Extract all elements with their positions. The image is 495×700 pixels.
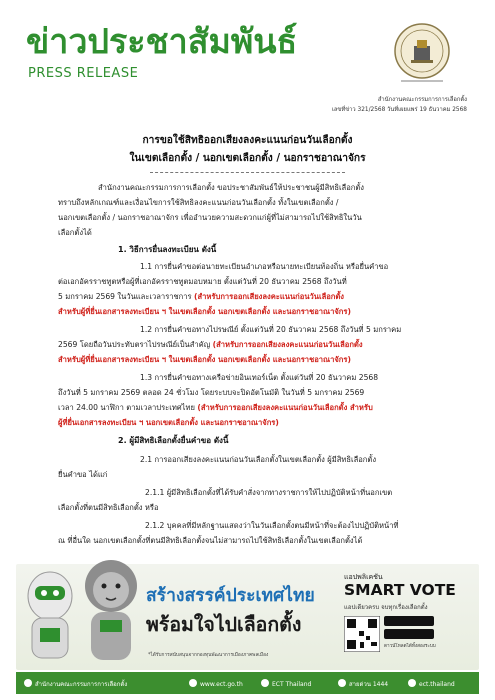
press-release-title-thai: ข่าวประชาสัมพันธ์: [26, 22, 298, 62]
app-tagline: แอปเดียวครบ จบทุกเรื่องเลือกตั้ง: [344, 604, 428, 611]
app-download-note: ดาวน์โหลดได้ทั้งสองระบบ: [384, 644, 436, 649]
agency-name: สำนักงานคณะกรรมการการเลือกตั้ง: [377, 97, 467, 103]
item-2-1-line-1: 2.1 การออกเสียงลงคะแนนก่อนวันเลือกตั้งในเขตเลือกตั้ง ผู้มีสิทธิเลือกตั้ง: [140, 455, 377, 464]
qr-code-icon: [344, 616, 380, 652]
item-1-2-emphasis-1: (สำหรับการออกเสียงลงคะแนนก่อนวันเลือกตั้ง: [212, 340, 363, 349]
footer-org-label: สำนักงานคณะกรรมการการเลือกตั้ง: [35, 681, 128, 688]
item-1-3-line-2: ถึงวันที่ 5 มกราคม 2569 ตลอด 24 ชั่วโมง โดยระบบจะปิดอัตโนมัติ ในวันที่ 5 มกราคม 2569: [58, 388, 365, 397]
item-1-3-emphasis-2: ผู้ที่ยื่นเอกสารลงทะเบียน ฯ นอกเขตเลือกตั้ง และนอกราชอาณาจักร): [58, 418, 279, 427]
campaign-footnote: *ได้รับการสนับสนุนจากกองทุนพัฒนาการเมืองภาคพลเมือง: [148, 653, 269, 658]
app-label: แอปพลิเคชัน: [344, 573, 383, 581]
facebook-icon: [261, 679, 269, 687]
app-name: SMART VOTE: [344, 581, 456, 599]
globe-icon: [189, 679, 197, 687]
phone-icon: [338, 679, 346, 687]
ect-logo-icon: [393, 22, 451, 88]
item-2-1-2-line-2: ณ ที่อื่นใด นอกเขตเลือกตั้งที่ตนมีสิทธิเลือกตั้งจนไม่สามารถไปใช้สิทธิเลือกตั้งในเขตเลือกตั้งได้: [58, 536, 363, 545]
campaign-slogan-line-2: พร้อมใจไปเลือกตั้ง: [146, 613, 302, 636]
item-1-1-text: 5 มกราคม 2569 ในวันและเวลาราชการ: [58, 292, 192, 301]
item-1-3-line-1: 1.3 การยื่นคำขอทางเครือข่ายอินเทอร์เน็ต ตั้งแต่วันที่ 20 ธันวาคม 2568: [140, 373, 379, 382]
item-1-2-line-1: 1.2 การยื่นคำขอทางไปรษณีย์ ตั้งแต่วันที่ 20 ธันวาคม 2568 ถึงวันที่ 5 มกราคม: [140, 325, 402, 334]
item-1-1-emphasis-1: (สำหรับการออกเสียงลงคะแนนก่อนวันเลือกตั้ง: [194, 292, 345, 301]
press-release-title-english: PRESS RELEASE: [28, 66, 139, 81]
release-number-date: เลขที่ข่าว 321/2568 วันที่เผยแพร่ 19 ธันวาคม 2568: [331, 107, 467, 113]
item-1-3-text: เวลา 24.00 นาฬิกา ตามเวลาประเทศไทย: [58, 403, 195, 412]
footer-website[interactable]: [189, 679, 243, 688]
item-1-1-line-2: ต่อเอกอัครราชทูตหรือผู้ที่เอกอัครราชทูตมอบหมาย ตั้งแต่วันที่ 20 ธันวาคม 2568 ถึงวันที่: [58, 277, 347, 286]
item-1-3-emphasis-1: (สำหรับการออกเสียงลงคะแนนก่อนวันเลือกตั้ง สำหรับ: [197, 403, 373, 412]
dashed-divider: [150, 172, 345, 173]
footer-handle[interactable]: [408, 679, 455, 688]
footer-social-label: ECT Thailand: [272, 681, 312, 688]
campaign-slogan-line-1: สร้างสรรค์ประเทศไทย: [146, 586, 315, 606]
footer-org: [24, 679, 127, 689]
app-store-badge-icon[interactable]: [384, 629, 434, 639]
footer-handle-label: ect.thailand: [419, 681, 455, 688]
footer-website-label: www.ect.go.th: [200, 681, 243, 688]
item-2-1-line-2: ยื่นคำขอ ได้แก่: [58, 470, 108, 479]
footer-bar: [16, 672, 479, 694]
google-play-badge-icon[interactable]: [384, 616, 434, 626]
footer-social[interactable]: [261, 679, 311, 688]
item-1-3-line-3: [58, 400, 443, 415]
item-2-1-2-line-1: 2.1.2 บุคคลที่มีหลักฐานแสดงว่าในวันเลือกตั้งตนมีหน้าที่จะต้องไปปฏิบัติหน้าที่: [145, 521, 399, 530]
item-1-2-emphasis-2: สำหรับผู้ที่ยื่นเอกสารลงทะเบียน ฯ ในเขตเลือกตั้ง นอกเขตเลือกตั้ง และนอกราชอาณาจักร): [58, 355, 351, 364]
footer-hotline-label: สายด่วน 1444: [349, 681, 389, 688]
footer-hotline: [338, 679, 388, 689]
item-2-1-1-line-1: 2.1.1 ผู้มีสิทธิเลือกตั้งที่ได้รับคำสั่งจากทางราชการให้ไปปฏิบัติหน้าที่นอกเขต: [145, 488, 393, 497]
item-1-1-line-3: [58, 289, 443, 304]
section-1-title: 1. วิธีการยื่นลงทะเบียน ดังนี้: [118, 245, 217, 254]
document-heading-line-2: ในเขตเลือกตั้ง / นอกเขตเลือกตั้ง / นอกราชอาณาจักร: [129, 153, 366, 164]
document-heading-line-1: การขอใช้สิทธิออกเสียงลงคะแนนก่อนวันเลือกตั้ง: [142, 135, 353, 146]
intro-line-1: สำนักงานคณะกรรมการการเลือกตั้ง ขอประชาสัมพันธ์ให้ประชาชนผู้มีสิทธิเลือกตั้ง: [98, 183, 365, 192]
item-1-1-emphasis-2: สำหรับผู้ที่ยื่นเอกสารลงทะเบียน ฯ ในเขตเลือกตั้ง นอกเขตเลือกตั้ง และนอกราชอาณาจักร): [58, 307, 351, 316]
line-icon: [408, 679, 416, 687]
section-2-title: 2. ผู้มีสิทธิเลือกตั้งยื่นคำขอ ดังนี้: [118, 436, 229, 445]
ect-emblem-icon: [24, 679, 32, 687]
item-1-2-line-2: [58, 337, 443, 352]
smart-vote-promo: [344, 572, 470, 664]
lion-mascot-icon: [82, 556, 140, 666]
item-1-1-line-1: 1.1 การยื่นคำขอต่อนายทะเบียนอำเภอหรือนายทะเบียนท้องถิ่น หรือยื่นคำขอ: [140, 262, 389, 271]
intro-line-3: นอกเขตเลือกตั้ง / นอกราชอาณาจักร เพื่ออำนวยความสะดวกแก่ผู้ที่ไม่สามารถไปใช้สิทธิในวัน: [58, 213, 362, 222]
intro-line-4: เลือกตั้งได้: [58, 228, 92, 237]
item-1-2-text: 2569 โดยถือวันประทับตราไปรษณีย์เป็นสำคัญ: [58, 340, 211, 349]
mascot-character-icon: [22, 568, 78, 666]
item-2-1-1-line-2: เลือกตั้งที่ตนมีสิทธิเลือกตั้ง หรือ: [58, 503, 159, 512]
intro-line-2: ทราบถึงหลักเกณฑ์และเงื่อนไขการใช้สิทธิลงคะแนนก่อนวันเลือกตั้ง ทั้งในเขตเลือกตั้ง /: [58, 198, 339, 207]
